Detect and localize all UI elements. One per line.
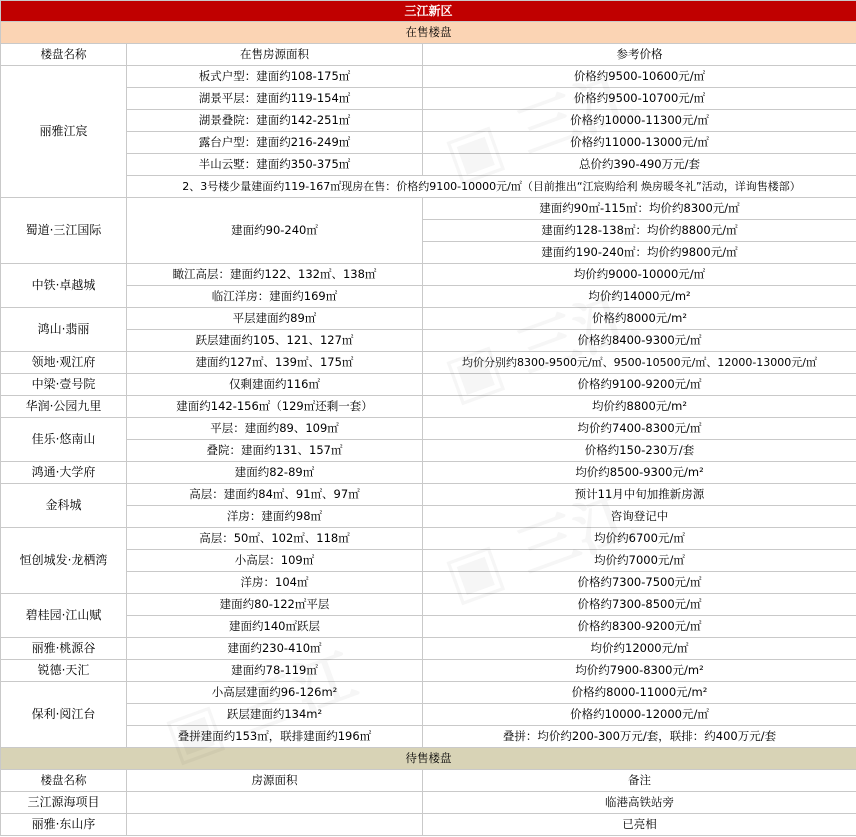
project-name: 丽雅·东山序 xyxy=(1,814,127,836)
price-cell: 均价约12000元/㎡ xyxy=(423,638,856,660)
price-cell: 价格约150-230万/套 xyxy=(423,440,856,462)
table-title: 三江新区 xyxy=(1,1,856,22)
area-cell: 跃层建面约105、121、127㎡ xyxy=(127,330,423,352)
header-name: 楼盘名称 xyxy=(1,44,127,66)
price-cell: 价格约8000元/m² xyxy=(423,308,856,330)
project-name: 保利·阅江台 xyxy=(1,682,127,748)
project-name: 领地·观江府 xyxy=(1,352,127,374)
price-cell: 价格约8000-11000元/m² xyxy=(423,682,856,704)
price-cell: 均价约7900-8300元/m² xyxy=(423,660,856,682)
header-area: 在售房源面积 xyxy=(127,44,423,66)
area-cell: 高层：50㎡、102㎡、118㎡ xyxy=(127,528,423,550)
area-cell: 瞰江高层：建面约122、132㎡、138㎡ xyxy=(127,264,423,286)
project-name: 鸿山·翡丽 xyxy=(1,308,127,352)
area-cell: 叠院：建面约131、157㎡ xyxy=(127,440,423,462)
area-cell: 建面约140㎡跃层 xyxy=(127,616,423,638)
price-cell: 价格约10000-12000元/㎡ xyxy=(423,704,856,726)
project-name: 恒创城发·龙栖湾 xyxy=(1,528,127,594)
price-cell: 均价约7400-8300元/㎡ xyxy=(423,418,856,440)
header-area: 房源面积 xyxy=(127,770,423,792)
area-cell: 建面约82-89㎡ xyxy=(127,462,423,484)
area-cell: 叠拼建面约153㎡，联排建面约196㎡ xyxy=(127,726,423,748)
area-cell: 跃层建面约134m² xyxy=(127,704,423,726)
area-cell: 建面约78-119㎡ xyxy=(127,660,423,682)
price-cell: 建面约90㎡-115㎡：均价约8300元/㎡ xyxy=(423,198,856,220)
note-cell: 临港高铁站旁 xyxy=(423,792,856,814)
project-name: 中梁·壹号院 xyxy=(1,374,127,396)
price-cell: 建面约128-138㎡：均价约8800元/㎡ xyxy=(423,220,856,242)
area-cell: 仅剩建面约116㎡ xyxy=(127,374,423,396)
area-cell: 半山云墅：建面约350-375㎡ xyxy=(127,154,423,176)
price-cell: 均价约9000-10000元/㎡ xyxy=(423,264,856,286)
area-cell xyxy=(127,814,423,836)
price-cell: 价格约11000-13000元/㎡ xyxy=(423,132,856,154)
area-cell xyxy=(127,792,423,814)
project-name: 佳乐·悠南山 xyxy=(1,418,127,462)
price-cell: 价格约8300-9200元/㎡ xyxy=(423,616,856,638)
project-name: 碧桂园·江山赋 xyxy=(1,594,127,638)
price-cell: 价格约9500-10700元/㎡ xyxy=(423,88,856,110)
area-cell: 建面约127㎡、139㎡、175㎡ xyxy=(127,352,423,374)
area-cell: 露台户型：建面约216-249㎡ xyxy=(127,132,423,154)
section-on-sale: 在售楼盘 xyxy=(1,22,856,44)
header-price: 参考价格 xyxy=(423,44,856,66)
area-cell: 建面约230-410㎡ xyxy=(127,638,423,660)
price-cell: 价格约10000-11300元/㎡ xyxy=(423,110,856,132)
area-cell: 洋房：建面约98㎡ xyxy=(127,506,423,528)
area-cell: 平层建面约89㎡ xyxy=(127,308,423,330)
area-cell: 建面约80-122㎡平层 xyxy=(127,594,423,616)
project-name: 中铁·卓越城 xyxy=(1,264,127,308)
price-cell: 价格约9100-9200元/㎡ xyxy=(423,374,856,396)
header-note: 备注 xyxy=(423,770,856,792)
area-cell: 建面约142-156㎡（129㎡还剩一套） xyxy=(127,396,423,418)
price-cell: 均价分别约8300-9500元/㎡、9500-10500元/㎡、12000-13000元/㎡ xyxy=(423,352,856,374)
area-cell: 小高层建面约96-126m² xyxy=(127,682,423,704)
price-cell: 均价约7000元/㎡ xyxy=(423,550,856,572)
price-cell: 价格约7300-8500元/㎡ xyxy=(423,594,856,616)
price-cell: 总价约390-490万元/套 xyxy=(423,154,856,176)
price-cell: 叠拼：均价约200-300万元/套，联排：约400万元/套 xyxy=(423,726,856,748)
project-name: 锐德·天汇 xyxy=(1,660,127,682)
project-note: 2、3号楼少量建面约119-167㎡现房在售：价格约9100-10000元/㎡（目前推出“江宸购给利 焕房暖冬礼”活动，详询售楼部） xyxy=(127,176,856,198)
price-cell: 均价约14000元/m² xyxy=(423,286,856,308)
price-cell: 价格约8400-9300元/㎡ xyxy=(423,330,856,352)
price-cell: 建面约190-240㎡：均价约9800元/㎡ xyxy=(423,242,856,264)
project-name: 华润·公园九里 xyxy=(1,396,127,418)
project-name: 金科城 xyxy=(1,484,127,528)
area-cell: 建面约90-240㎡ xyxy=(127,198,423,264)
project-name: 蜀道·三江国际 xyxy=(1,198,127,264)
price-cell: 均价约8800元/m² xyxy=(423,396,856,418)
area-cell: 平层：建面约89、109㎡ xyxy=(127,418,423,440)
header-name: 楼盘名称 xyxy=(1,770,127,792)
section-pending: 待售楼盘 xyxy=(1,748,856,770)
area-cell: 板式户型：建面约108-175㎡ xyxy=(127,66,423,88)
area-cell: 洋房：104㎡ xyxy=(127,572,423,594)
area-cell: 湖景叠院：建面约142-251㎡ xyxy=(127,110,423,132)
project-name: 三江源海项目 xyxy=(1,792,127,814)
project-name: 丽雅江宸 xyxy=(1,66,127,198)
price-cell: 均价约8500-9300元/m² xyxy=(423,462,856,484)
note-cell: 已亮相 xyxy=(423,814,856,836)
area-cell: 湖景平层：建面约119-154㎡ xyxy=(127,88,423,110)
price-cell: 价格约9500-10600元/㎡ xyxy=(423,66,856,88)
price-cell: 预计11月中旬加推新房源 xyxy=(423,484,856,506)
area-cell: 小高层：109㎡ xyxy=(127,550,423,572)
price-cell: 咨询登记中 xyxy=(423,506,856,528)
area-cell: 高层：建面约84㎡、91㎡、97㎡ xyxy=(127,484,423,506)
project-name: 鸿通·大学府 xyxy=(1,462,127,484)
price-cell: 均价约6700元/㎡ xyxy=(423,528,856,550)
project-name: 丽雅·桃源谷 xyxy=(1,638,127,660)
price-cell: 价格约7300-7500元/㎡ xyxy=(423,572,856,594)
area-cell: 临江洋房：建面约169㎡ xyxy=(127,286,423,308)
